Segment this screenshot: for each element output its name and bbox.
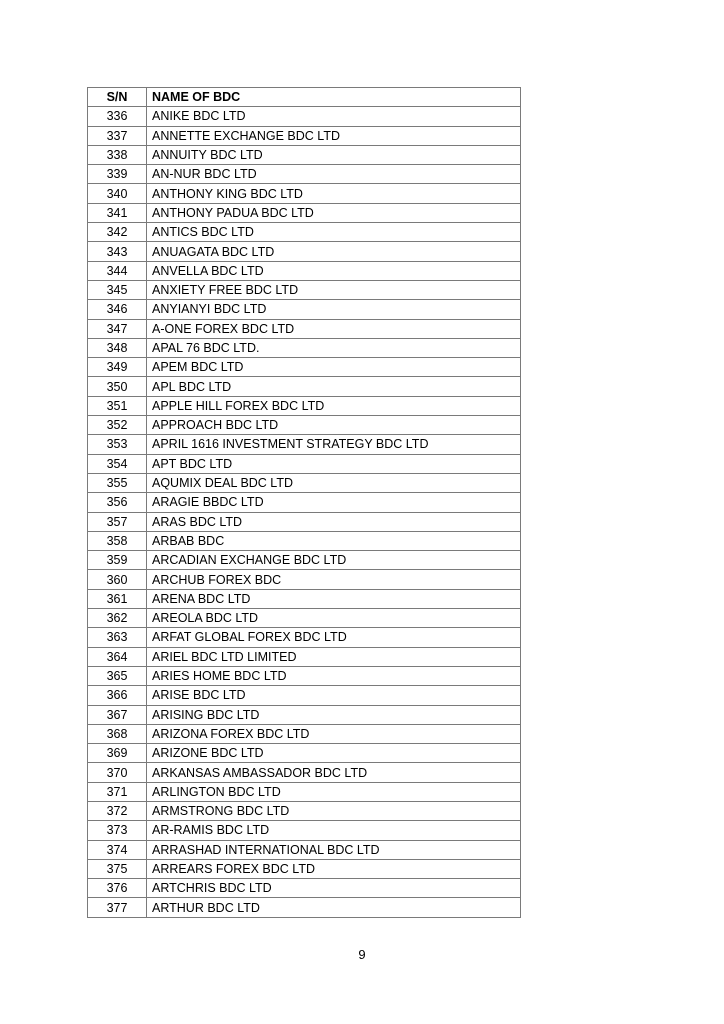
row-serial-number: 360: [88, 570, 147, 589]
row-bdc-name: ARFAT GLOBAL FOREX BDC LTD: [147, 628, 521, 647]
row-bdc-name: ARIZONE BDC LTD: [147, 744, 521, 763]
table-row: [88, 686, 521, 705]
row-serial-number: 376: [88, 879, 147, 898]
row-bdc-name: ANYIANYI BDC LTD: [147, 300, 521, 319]
header-row: [88, 88, 521, 107]
row-serial-number: 342: [88, 223, 147, 242]
row-bdc-name: ANTHONY KING BDC LTD: [147, 184, 521, 203]
row-serial-number: 339: [88, 165, 147, 184]
table-row: [88, 338, 521, 357]
row-serial-number: 348: [88, 338, 147, 357]
table-row: [88, 242, 521, 261]
row-serial-number: 346: [88, 300, 147, 319]
row-serial-number: 369: [88, 744, 147, 763]
row-serial-number: 343: [88, 242, 147, 261]
table-row: [88, 165, 521, 184]
row-bdc-name: ANTICS BDC LTD: [147, 223, 521, 242]
row-bdc-name: ARTHUR BDC LTD: [147, 898, 521, 917]
table-row: [88, 203, 521, 222]
table-row: [88, 512, 521, 531]
row-bdc-name: ANNETTE EXCHANGE BDC LTD: [147, 126, 521, 145]
table-row: [88, 184, 521, 203]
row-serial-number: 358: [88, 531, 147, 550]
row-bdc-name: ARIZONA FOREX BDC LTD: [147, 724, 521, 743]
table-row: [88, 261, 521, 280]
table-row: [88, 763, 521, 782]
row-serial-number: 375: [88, 859, 147, 878]
row-bdc-name: ARREARS FOREX BDC LTD: [147, 859, 521, 878]
table-row: [88, 435, 521, 454]
table-row: [88, 396, 521, 415]
table-row: [88, 821, 521, 840]
row-bdc-name: ANUAGATA BDC LTD: [147, 242, 521, 261]
row-bdc-name: APAL 76 BDC LTD.: [147, 338, 521, 357]
page-number: 9: [358, 947, 366, 962]
row-serial-number: 370: [88, 763, 147, 782]
row-serial-number: 371: [88, 782, 147, 801]
table-row: [88, 840, 521, 859]
row-serial-number: 374: [88, 840, 147, 859]
table-row: [88, 628, 521, 647]
table-row: [88, 859, 521, 878]
row-serial-number: 338: [88, 145, 147, 164]
table-row: [88, 782, 521, 801]
table-row: [88, 647, 521, 666]
row-bdc-name: ANVELLA BDC LTD: [147, 261, 521, 280]
table-body: [88, 107, 521, 917]
row-serial-number: 362: [88, 609, 147, 628]
row-serial-number: 363: [88, 628, 147, 647]
row-serial-number: 355: [88, 473, 147, 492]
row-serial-number: 350: [88, 377, 147, 396]
row-serial-number: 344: [88, 261, 147, 280]
row-bdc-name: A-ONE FOREX BDC LTD: [147, 319, 521, 338]
row-bdc-name: ARCHUB FOREX BDC: [147, 570, 521, 589]
row-serial-number: 373: [88, 821, 147, 840]
table-row: [88, 531, 521, 550]
name-column-header: NAME OF BDC: [147, 88, 521, 107]
row-serial-number: 367: [88, 705, 147, 724]
row-serial-number: 364: [88, 647, 147, 666]
table-row: [88, 416, 521, 435]
table-row: [88, 744, 521, 763]
table-row: [88, 589, 521, 608]
table-row: [88, 724, 521, 743]
table-row: [88, 666, 521, 685]
row-serial-number: 357: [88, 512, 147, 531]
table-row: [88, 801, 521, 820]
table-row: [88, 493, 521, 512]
table-row: [88, 107, 521, 126]
row-bdc-name: ARAS BDC LTD: [147, 512, 521, 531]
row-serial-number: 352: [88, 416, 147, 435]
row-bdc-name: AREOLA BDC LTD: [147, 609, 521, 628]
row-bdc-name: APT BDC LTD: [147, 454, 521, 473]
row-bdc-name: ARAGIE BBDC LTD: [147, 493, 521, 512]
row-bdc-name: ARTCHRIS BDC LTD: [147, 879, 521, 898]
table-row: [88, 473, 521, 492]
row-bdc-name: ARISING BDC LTD: [147, 705, 521, 724]
row-serial-number: 349: [88, 358, 147, 377]
table-row: [88, 145, 521, 164]
table-row: [88, 300, 521, 319]
table-row: [88, 126, 521, 145]
row-bdc-name: APRIL 1616 INVESTMENT STRATEGY BDC LTD: [147, 435, 521, 454]
row-serial-number: 345: [88, 280, 147, 299]
row-bdc-name: ARMSTRONG BDC LTD: [147, 801, 521, 820]
row-serial-number: 365: [88, 666, 147, 685]
row-bdc-name: ARIES HOME BDC LTD: [147, 666, 521, 685]
table-row: [88, 551, 521, 570]
row-bdc-name: ARENA BDC LTD: [147, 589, 521, 608]
table-row: [88, 319, 521, 338]
row-bdc-name: ARCADIAN EXCHANGE BDC LTD: [147, 551, 521, 570]
row-serial-number: 354: [88, 454, 147, 473]
row-serial-number: 336: [88, 107, 147, 126]
row-bdc-name: ARISE BDC LTD: [147, 686, 521, 705]
row-serial-number: 361: [88, 589, 147, 608]
row-bdc-name: ARRASHAD INTERNATIONAL BDC LTD: [147, 840, 521, 859]
table-row: [88, 898, 521, 917]
row-serial-number: 347: [88, 319, 147, 338]
row-bdc-name: ARBAB BDC: [147, 531, 521, 550]
row-serial-number: 356: [88, 493, 147, 512]
row-serial-number: 337: [88, 126, 147, 145]
table-row: [88, 377, 521, 396]
bdc-table: [87, 87, 521, 918]
row-bdc-name: AN-NUR BDC LTD: [147, 165, 521, 184]
table-row: [88, 280, 521, 299]
table-row: [88, 705, 521, 724]
row-bdc-name: ARKANSAS AMBASSADOR BDC LTD: [147, 763, 521, 782]
row-serial-number: 368: [88, 724, 147, 743]
row-serial-number: 341: [88, 203, 147, 222]
row-serial-number: 359: [88, 551, 147, 570]
row-bdc-name: ARIEL BDC LTD LIMITED: [147, 647, 521, 666]
row-serial-number: 340: [88, 184, 147, 203]
row-bdc-name: ANTHONY PADUA BDC LTD: [147, 203, 521, 222]
table-row: [88, 358, 521, 377]
table-row: [88, 879, 521, 898]
row-bdc-name: ARLINGTON BDC LTD: [147, 782, 521, 801]
table-row: [88, 609, 521, 628]
row-bdc-name: ANXIETY FREE BDC LTD: [147, 280, 521, 299]
row-serial-number: 351: [88, 396, 147, 415]
row-bdc-name: APL BDC LTD: [147, 377, 521, 396]
table-row: [88, 570, 521, 589]
row-bdc-name: AR-RAMIS BDC LTD: [147, 821, 521, 840]
row-serial-number: 353: [88, 435, 147, 454]
row-bdc-name: APPROACH BDC LTD: [147, 416, 521, 435]
row-serial-number: 366: [88, 686, 147, 705]
sn-column-header: S/N: [88, 88, 147, 107]
row-bdc-name: ANIKE BDC LTD: [147, 107, 521, 126]
table-row: [88, 223, 521, 242]
table-row: [88, 454, 521, 473]
row-serial-number: 377: [88, 898, 147, 917]
row-bdc-name: ANNUITY BDC LTD: [147, 145, 521, 164]
row-serial-number: 372: [88, 801, 147, 820]
row-bdc-name: APEM BDC LTD: [147, 358, 521, 377]
table-header: [88, 88, 521, 107]
row-bdc-name: AQUMIX DEAL BDC LTD: [147, 473, 521, 492]
row-bdc-name: APPLE HILL FOREX BDC LTD: [147, 396, 521, 415]
